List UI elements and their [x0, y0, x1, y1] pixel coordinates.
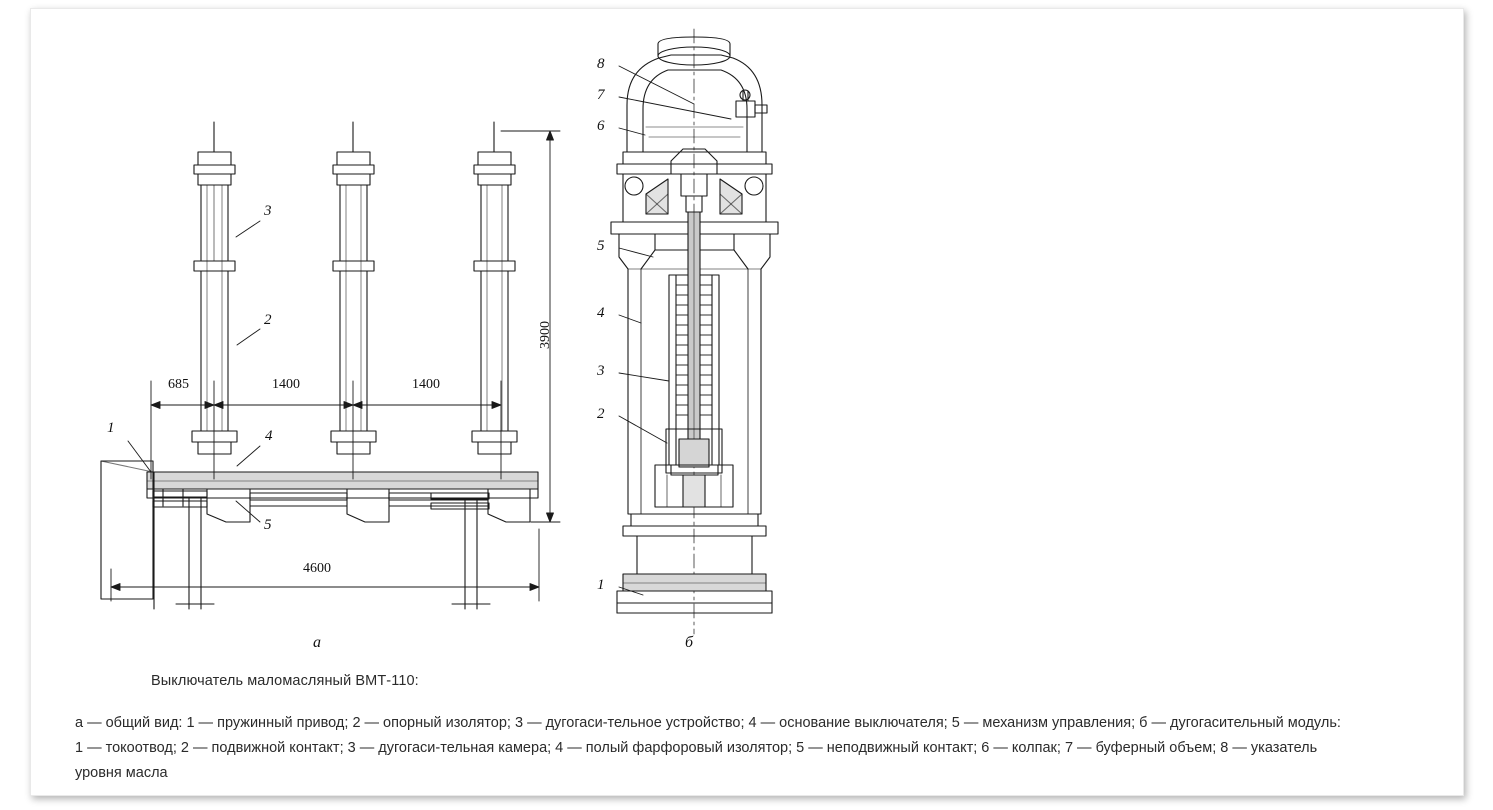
callout-b-5: 5 — [597, 238, 605, 254]
module-base — [617, 514, 772, 613]
dimension-label-4600: 4600 — [303, 561, 331, 576]
sublabel-a: а — [313, 634, 321, 651]
callout-b-3: 3 — [597, 363, 605, 379]
callout-a-3: 3 — [264, 203, 272, 219]
insulator-column-1 — [192, 122, 237, 454]
callout-b-1: 1 — [597, 577, 605, 593]
dimension-label-685: 685 — [168, 377, 189, 392]
module-cap — [627, 37, 767, 152]
callout-a-5: 5 — [264, 517, 272, 533]
legend-line-3: уровня масла — [75, 765, 168, 781]
view-b-group — [611, 29, 778, 634]
dimension-label-1400-left: 1400 — [272, 377, 300, 392]
callout-b-4: 4 — [597, 305, 605, 321]
callout-b-2: 2 — [597, 406, 605, 422]
callout-b-7: 7 — [597, 87, 605, 103]
view-a-group — [101, 122, 560, 609]
callout-a-4: 4 — [265, 428, 273, 444]
figure-sheet — [30, 8, 1464, 796]
callout-b-8: 8 — [597, 56, 605, 72]
legend-line-2: 1 — токоотвод; 2 — подвижной контакт; 3 — дугогаси-тельная камера; 4 — полый фарфоровый изолятор; 5 — неподвижный контакт; 6 — колпак; 7 — буферный объем; 8 — указатель — [75, 740, 1318, 756]
figure-caption-title: Выключатель маломасляный ВМТ-110: — [151, 673, 419, 689]
callout-a-2: 2 — [264, 312, 272, 328]
arc-extinguishing-chamber — [655, 212, 733, 507]
spring-drive-cabinet — [101, 461, 153, 599]
dimension-label-1400-right: 1400 — [412, 377, 440, 392]
insulator-column-2 — [331, 122, 376, 454]
dimension-chain-top — [151, 381, 501, 479]
technical-drawing — [31, 9, 1463, 669]
figure-legend — [75, 711, 1464, 786]
callout-b-6: 6 — [597, 118, 605, 134]
dimension-label-3900: 3900 — [538, 321, 553, 349]
legend-line-1: а — общий вид: 1 — пружинный привод; 2 — опорный изолятор; 3 — дугогаси-тельное устройство; 4 — основание выключателя; 5 — механизм управления; б — дугогасительный модуль: — [75, 715, 1341, 731]
sublabel-b: б — [685, 634, 694, 651]
breaker-base-frame — [147, 472, 538, 522]
callout-a-1: 1 — [107, 420, 115, 436]
